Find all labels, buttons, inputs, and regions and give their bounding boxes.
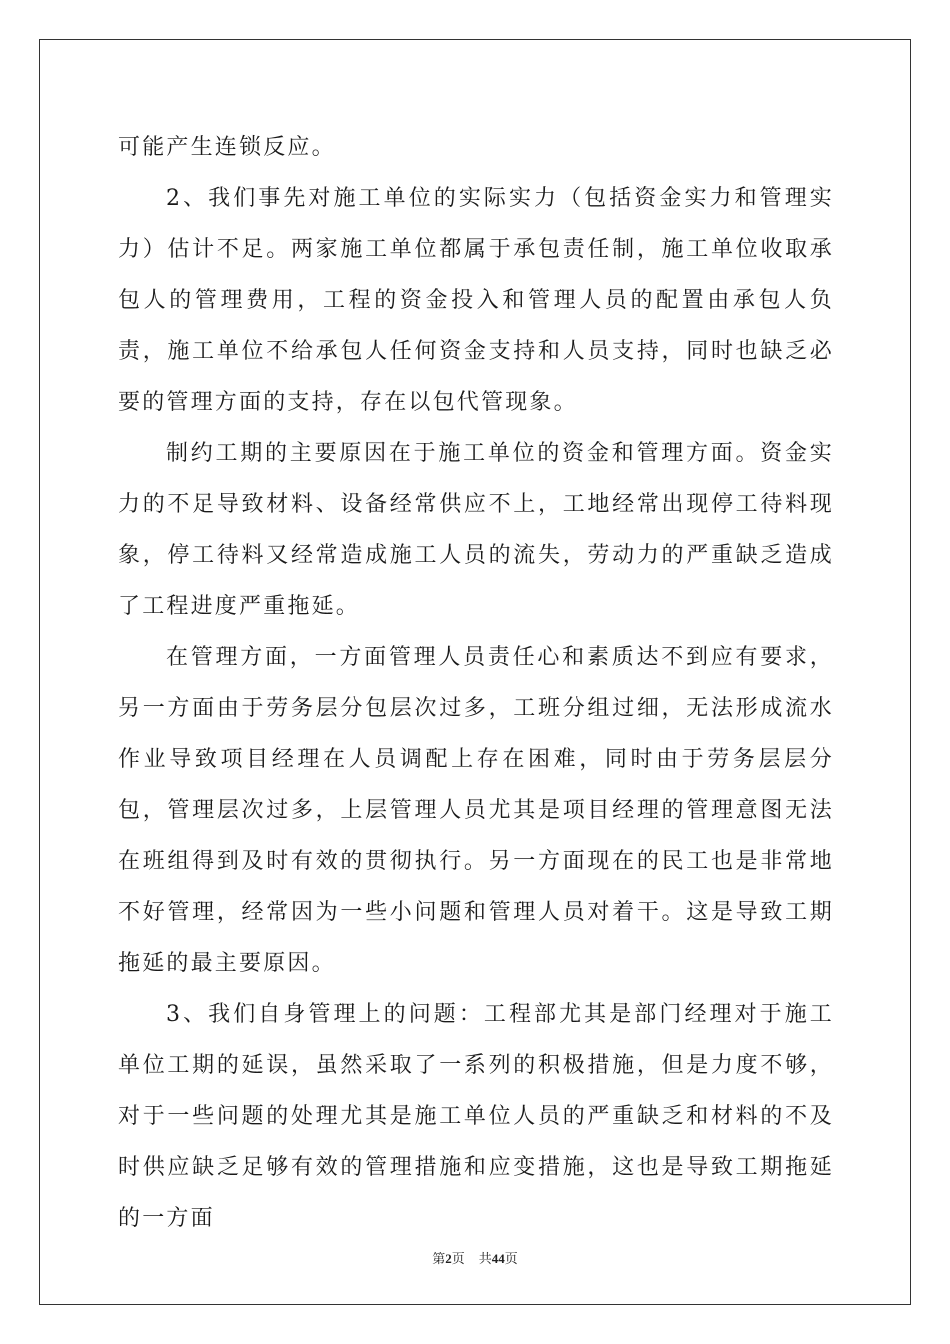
document-body — [118, 122, 834, 1244]
total-suffix: 页 — [504, 1251, 518, 1266]
paragraph-2: 2、我们事先对施工单位的实际实力（包括资金实力和管理实力）估计不足。两家施工单位都属于承包责任制，施工单位收取承包人的管理费用，工程的资金投入和管理人员的配置由承包人负责，施工单位不给承包人任何资金支持和人员支持，同时也缺乏必要的管理方面的支持，存在以包代管现象。 — [118, 186, 834, 415]
page-number: 2 — [445, 1251, 452, 1266]
total-prefix: 共 — [478, 1251, 492, 1266]
paragraph-4: 在管理方面，一方面管理人员责任心和素质达不到应有要求，另一方面由于劳务层分包层次过多，工班分组过细，无法形成流水作业导致项目经理在人员调配上存在困难，同时由于劳务层层分包，管理层次过多，上层管理人员尤其是项目经理的管理意图无法在班组得到及时有效的贯彻执行。另一方面现在的民工也是非常地不好管理，经常因为一些小问题和管理人员对着干。这是导致工期拖延的最主要原因。 — [118, 645, 834, 976]
page-footer — [0, 1248, 950, 1267]
page-prefix: 第 — [432, 1251, 446, 1266]
paragraph-5: 3、我们自身管理上的问题：工程部尤其是部门经理对于施工单位工期的延误，虽然采取了一系列的积极措施，但是力度不够，对于一些问题的处理尤其是施工单位人员的严重缺乏和材料的不及时供应缺乏足够有效的管理措施和应变措施，这也是导致工期拖延的一方面 — [118, 1002, 834, 1231]
paragraph-3: 制约工期的主要原因在于施工单位的资金和管理方面。资金实力的不足导致材料、设备经常供应不上，工地经常出现停工待料现象，停工待料又经常造成施工人员的流失，劳动力的严重缺乏造成了工程进度严重拖延。 — [118, 441, 834, 619]
paragraph-1: 可能产生连锁反应。 — [118, 135, 336, 160]
page-suffix: 页 — [451, 1251, 465, 1266]
total-pages: 44 — [491, 1251, 505, 1266]
